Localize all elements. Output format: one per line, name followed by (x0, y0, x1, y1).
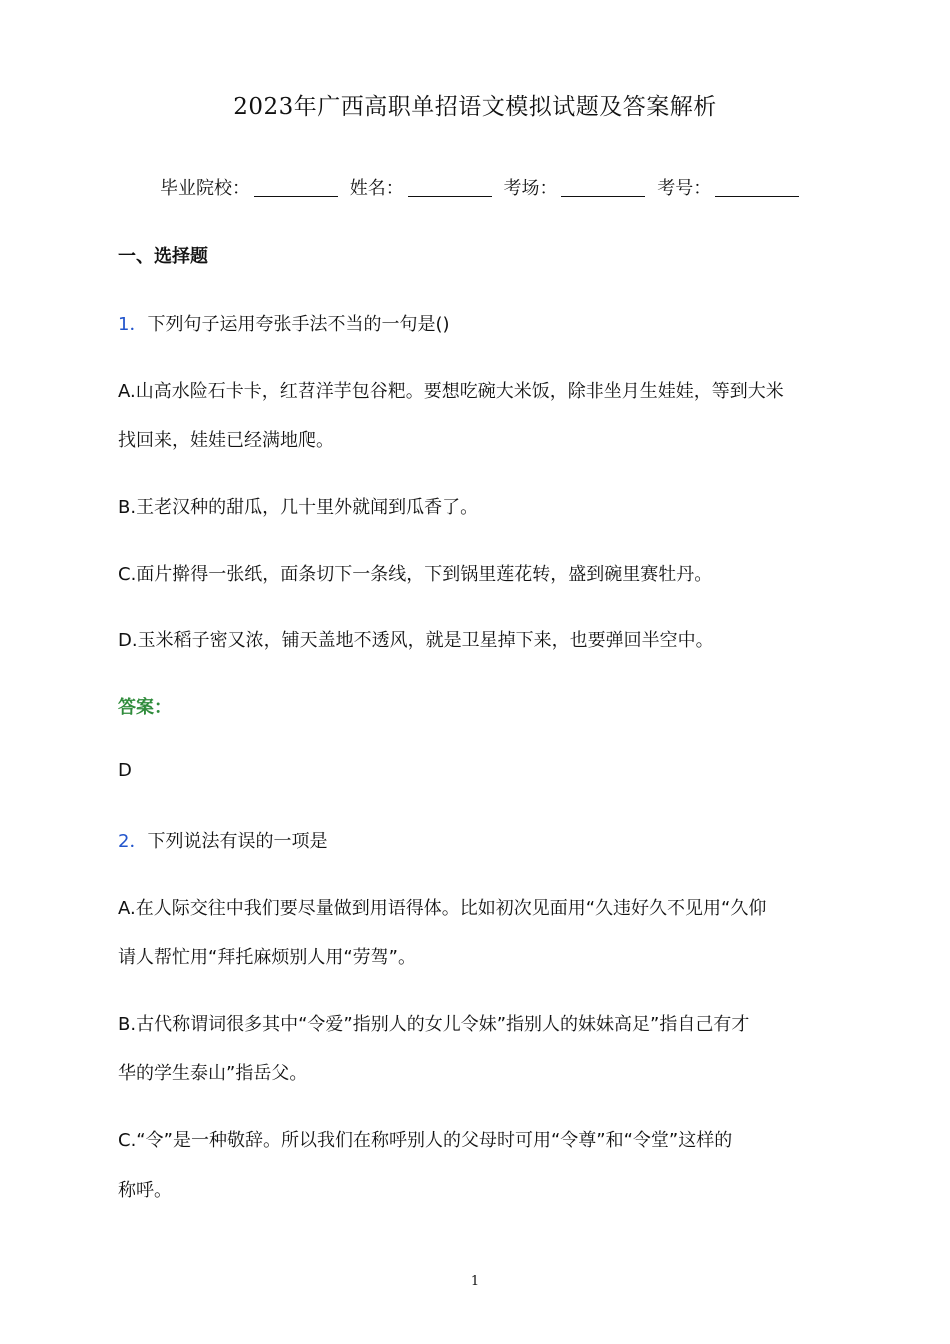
blank-room (561, 195, 645, 197)
option-b-line2: 华的学生泰山”指岳父。 (118, 1063, 308, 1084)
answer-value: D (118, 760, 132, 781)
question-number: 1． (118, 314, 148, 335)
option-b-line1: B.古代称谓词很多其中“令爱”指别人的女儿令妹”指别人的妹妹高足”指自己有才 (118, 1014, 750, 1035)
option-c: C.面片擀得一张纸，面条切下一条线，下到锅里莲花转，盛到碗里赛牡丹。 (118, 564, 713, 585)
question-stem (118, 827, 830, 853)
exam-info-row (160, 174, 805, 200)
blank-number (715, 195, 799, 197)
page-number: 1 (470, 1274, 480, 1289)
info-label-name: 姓名： (349, 178, 404, 199)
option-a-line1: A.山高水险石卡卡，红苕洋芋包谷粑。要想吃碗大米饭，除非坐月生娃娃，等到大米 (118, 381, 784, 402)
option-a-line2: 找回来，娃娃已经满地爬。 (118, 430, 334, 451)
blank-name (408, 195, 492, 197)
answer-label: 答案： (118, 697, 172, 718)
question-text: 下列说法有误的一项是 (147, 831, 328, 852)
option-c-line2: 称呼。 (118, 1180, 172, 1201)
info-label-number: 考号： (657, 178, 712, 199)
section-heading: 一、选择题 (118, 246, 208, 267)
info-label-school: 毕业院校： (160, 178, 250, 199)
info-label-room: 考场： (503, 178, 558, 199)
question-stem (118, 310, 830, 336)
question-text: 下列句子运用夸张手法不当的一句是() (147, 314, 450, 335)
option-a-line2: 请人帮忙用“拜托麻烦别人用“劳驾”。 (118, 947, 416, 968)
option-a-line1: A.在人际交往中我们要尽量做到用语得体。比如初次见面用“久违好久不见用“久仰 (118, 898, 767, 919)
option-b: B.王老汉种的甜瓜，几十里外就闻到瓜香了。 (118, 497, 479, 518)
option-d: D.玉米稻子密又浓，铺天盖地不透风，就是卫星掉下来，也要弹回半空中。 (118, 630, 714, 651)
blank-school (254, 195, 338, 197)
question-number: 2． (118, 831, 148, 852)
option-c-line1: C.“令”是一种敬辞。所以我们在称呼别人的父母时可用“令尊”和“令堂”这样的 (118, 1130, 733, 1151)
document-title: 2023年广西高职单招语文模拟试题及答案解析 (233, 94, 717, 120)
